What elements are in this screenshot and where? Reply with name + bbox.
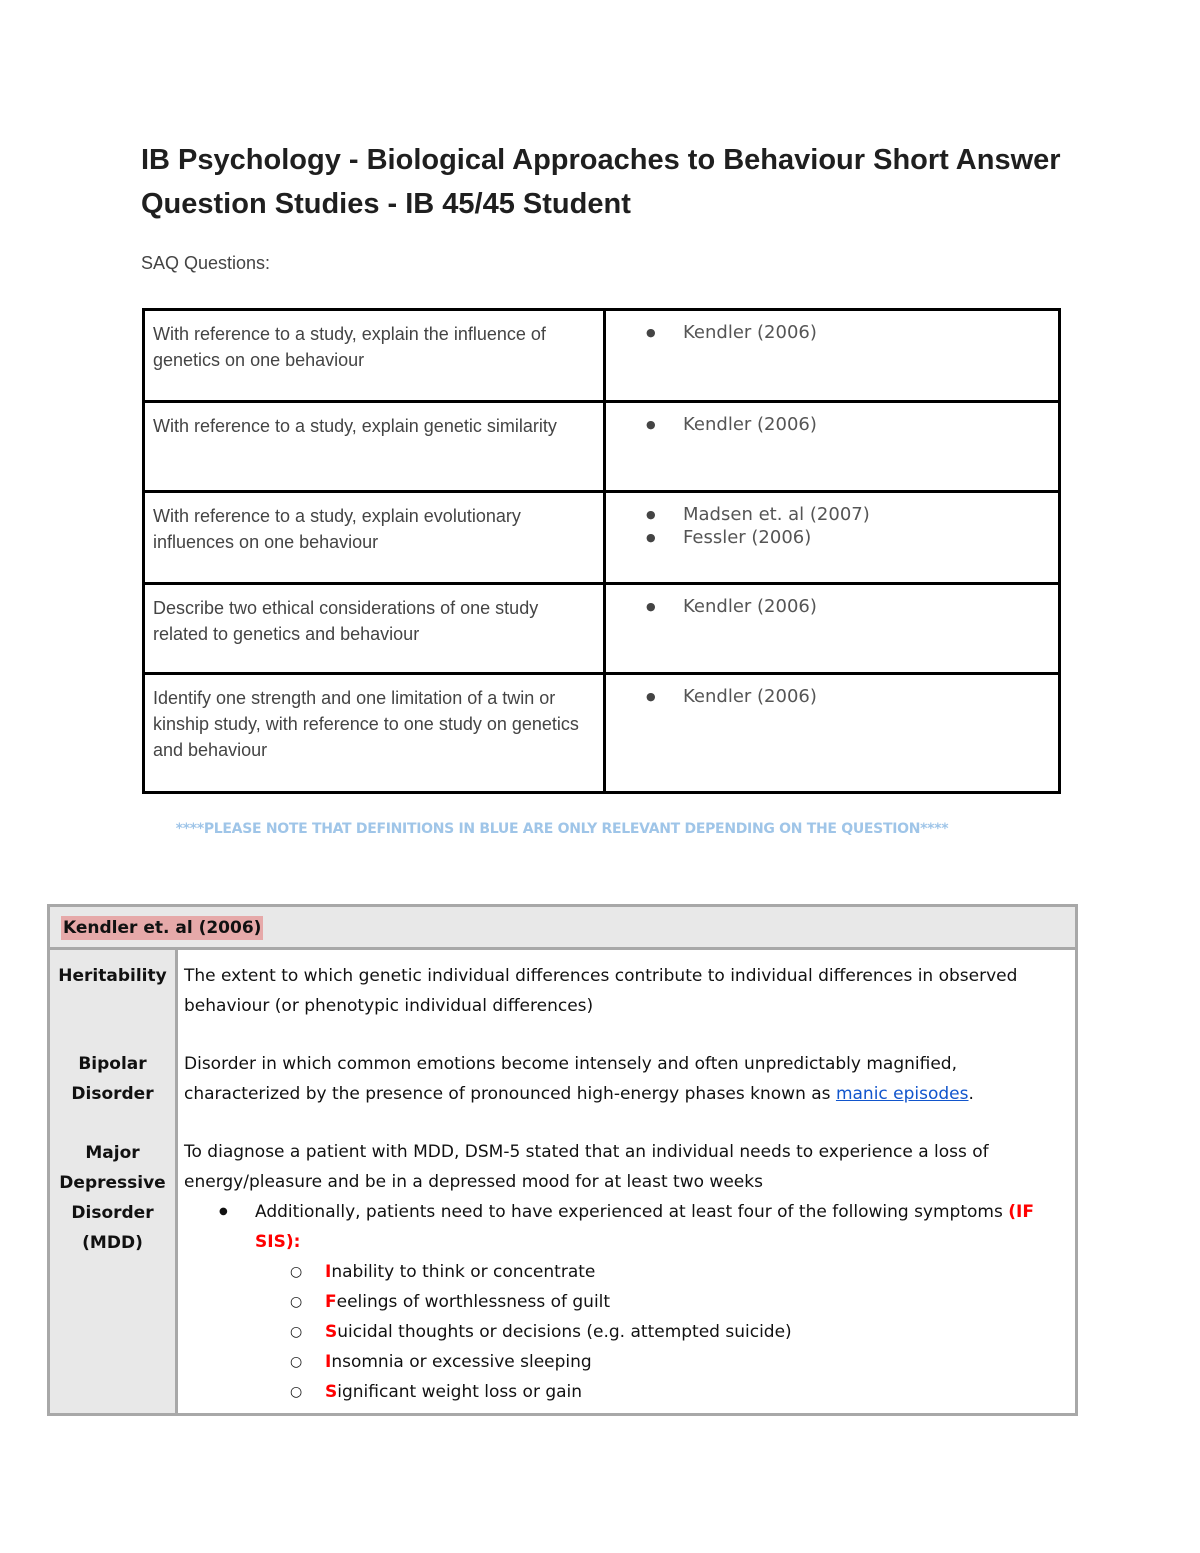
- term-mdd-line4: (MDD): [82, 1233, 143, 1253]
- symptom-text: uicidal thoughts or decisions (e.g. attempted suicide): [337, 1322, 792, 1342]
- symptom-item: [184, 1257, 1061, 1287]
- term-bipolar-line2: Disorder: [71, 1084, 154, 1104]
- symptom-list: [184, 1257, 1061, 1407]
- term-mdd-line3: Disorder: [71, 1203, 154, 1223]
- definitions-column: [178, 950, 1075, 1413]
- table-row: [144, 310, 1060, 402]
- symptom-item: [184, 1377, 1061, 1407]
- symptom-initial: I: [325, 1352, 332, 1372]
- saq-studies: [605, 674, 1060, 793]
- study-item: ● Kendler (2006): [646, 595, 1050, 618]
- saq-question: With reference to a study, explain the influence of genetics on one behaviour: [144, 310, 605, 402]
- saq-studies: [605, 492, 1060, 584]
- blue-definitions-note: ****PLEASE NOTE THAT DEFINITIONS IN BLUE ARE ONLY RELEVANT DEPENDING ON THE QUESTION****: [175, 821, 949, 837]
- mdd-definition: To diagnose a patient with MDD, DSM-5 stated that an individual needs to experience a loss of energy/pleasure and be in a depressed mood for at least two weeks: [184, 1142, 989, 1192]
- symptom-text: ignificant weight loss or gain: [337, 1382, 583, 1402]
- kendler-body: [50, 950, 1075, 1413]
- kendler-header: [50, 907, 1075, 950]
- saq-subtitle: SAQ Questions:: [141, 253, 271, 273]
- symptom-text: eelings of worthlessness of guilt: [336, 1292, 611, 1312]
- study-item: ● Kendler (2006): [646, 413, 1050, 436]
- terms-column: [50, 950, 178, 1413]
- saq-studies: [605, 310, 1060, 402]
- table-row: [144, 674, 1060, 793]
- table-row: [144, 402, 1060, 492]
- saq-question: Describe two ethical considerations of one study related to genetics and behaviour: [144, 584, 605, 674]
- symptom-text: nability to think or concentrate: [331, 1262, 596, 1282]
- kendler-definitions-table: [47, 904, 1078, 1416]
- kendler-header-label: Kendler et. al (2006): [63, 918, 262, 938]
- manic-episodes-link[interactable]: manic episodes: [835, 1084, 969, 1104]
- mdd-bullet-list: [184, 1197, 1061, 1257]
- mdd-acronym: (IF SIS): [255, 1202, 1034, 1252]
- symptom-item: [184, 1287, 1061, 1317]
- saq-table: [142, 308, 1061, 794]
- symptom-initial: F: [325, 1292, 337, 1312]
- symptom-initial: I: [325, 1262, 332, 1282]
- bipolar-definition-text: Disorder in which common emotions become intensely and often unpredictably magnified, characterized by the presence of pronounced high-energy phases known as: [184, 1054, 957, 1104]
- page-title: IB Psychology - Biological Approaches to Behaviour Short Answer Question Studies - IB 45/45 Student: [141, 144, 1061, 220]
- mdd-bullet: [184, 1197, 1061, 1257]
- symptom-item: [184, 1317, 1061, 1347]
- study-item: ● Fessler (2006): [646, 526, 1050, 549]
- bipolar-definition-end: .: [968, 1084, 974, 1104]
- saq-studies: [605, 584, 1060, 674]
- study-item: ● Kendler (2006): [646, 685, 1050, 708]
- saq-question: Identify one strength and one limitation of a twin or kinship study, with reference to one study on genetics and behaviour: [144, 674, 605, 793]
- table-row: [144, 492, 1060, 584]
- term-mdd-line2: Depressive: [59, 1173, 166, 1193]
- saq-question: With reference to a study, explain genetic similarity: [144, 402, 605, 492]
- mdd-bullet-text: Additionally, patients need to have experienced at least four of the following symptoms: [255, 1202, 1009, 1222]
- term-heritability: Heritability: [58, 966, 167, 986]
- term-bipolar-line1: Bipolar: [78, 1054, 147, 1074]
- symptom-initial: S: [325, 1382, 338, 1402]
- study-item: ● Madsen et. al (2007): [646, 503, 1050, 526]
- symptom-initial: S: [325, 1322, 338, 1342]
- symptom-item: [184, 1347, 1061, 1377]
- heritability-definition: The extent to which genetic individual differences contribute to individual differences in observed behaviour (or phenotypic individual differences): [184, 966, 1018, 1016]
- table-row: [144, 584, 1060, 674]
- saq-studies: [605, 402, 1060, 492]
- bipolar-definition: [184, 1049, 1061, 1109]
- mdd-colon: :: [293, 1232, 301, 1252]
- symptom-text: nsomnia or excessive sleeping: [331, 1352, 592, 1372]
- saq-question: With reference to a study, explain evolutionary influences on one behaviour: [144, 492, 605, 584]
- term-mdd-line1: Major: [85, 1143, 140, 1163]
- study-item: ● Kendler (2006): [646, 321, 1050, 344]
